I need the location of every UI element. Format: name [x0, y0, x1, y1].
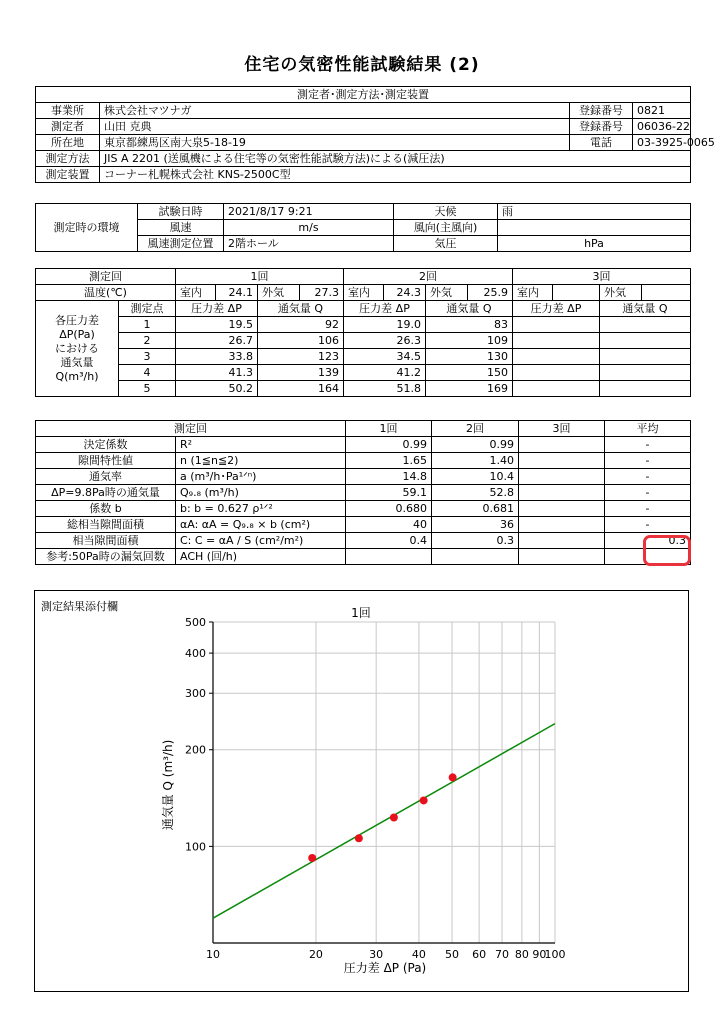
table-row	[36, 549, 691, 565]
results-avg-label: 平均	[605, 421, 691, 437]
device-value: コーナー札幌株式会社 KNS-2500C型	[100, 167, 691, 183]
result-name: 隙間特性値	[36, 453, 176, 469]
r1-in-label: 室内	[176, 285, 216, 301]
r3-out-label: 外気	[600, 285, 642, 301]
meas-round-3: 3回	[513, 269, 691, 285]
measurement-table	[35, 268, 691, 397]
table-row	[36, 453, 691, 469]
pressure-label: 気圧	[394, 236, 498, 252]
result-v1: 14.8	[346, 469, 432, 485]
table-row	[36, 517, 691, 533]
weather-value: 雨	[498, 204, 691, 220]
r3-in-label: 室内	[513, 285, 553, 301]
r3-q	[600, 381, 691, 397]
result-v3	[519, 485, 605, 501]
r3-q	[600, 349, 691, 365]
person-label: 測定者	[36, 119, 100, 135]
result-symbol: n (1≦n≦2)	[176, 453, 346, 469]
y-tick-label: 200	[185, 743, 206, 757]
result-v1: 0.4	[346, 533, 432, 549]
result-v1	[346, 549, 432, 565]
r3-dp	[513, 381, 600, 397]
r3-q	[600, 317, 691, 333]
table-row	[36, 317, 691, 333]
result-name: 決定係数	[36, 437, 176, 453]
table-row	[36, 437, 691, 453]
table-row	[36, 349, 691, 365]
y-tick-label: 100	[185, 840, 206, 854]
table-row	[36, 501, 691, 517]
r1-out-value: 27.3	[300, 285, 344, 301]
x-tick-label: 60	[472, 948, 487, 961]
side-label-line: Q(m³/h)	[55, 369, 99, 383]
result-name: 通気率	[36, 469, 176, 485]
wind-label: 風速	[138, 220, 224, 236]
weather-label: 天候	[394, 204, 498, 220]
y-axis-label: 通気量 Q (m³/h)	[161, 739, 175, 831]
r1-dp-header: 圧力差 ΔP	[176, 301, 258, 317]
r1-q-header: 通気量 Q	[258, 301, 344, 317]
attachment-box	[34, 590, 689, 992]
result-v1: 0.99	[346, 437, 432, 453]
result-symbol: b: b = 0.627 ρ¹ᐟ²	[176, 501, 346, 517]
result-symbol: R²	[176, 437, 346, 453]
results-round-label: 測定回	[36, 421, 346, 437]
result-name: 総相当隙間面積	[36, 517, 176, 533]
r1-dp: 33.8	[176, 349, 258, 365]
result-name: 係数 b	[36, 501, 176, 517]
r1-q: 139	[258, 365, 344, 381]
r3-q	[600, 365, 691, 381]
side-label-line: 各圧力差	[55, 313, 99, 327]
r3-dp	[513, 349, 600, 365]
addr-value: 東京都練馬区南大泉5-18-19	[100, 135, 570, 151]
windpos-value: 2階ホール	[224, 236, 394, 252]
side-label-line: 通気量	[60, 355, 94, 369]
r2-dp: 41.2	[344, 365, 426, 381]
r2-q: 130	[426, 349, 513, 365]
winddir-label: 風向(主風向)	[394, 220, 498, 236]
result-avg: -	[605, 437, 691, 453]
x-tick-label: 80	[514, 948, 529, 961]
r2-q-header: 通気量 Q	[426, 301, 513, 317]
x-axis-label: 圧力差 ΔP (Pa)	[343, 961, 427, 975]
result-avg: -	[605, 501, 691, 517]
r1-dp: 41.3	[176, 365, 258, 381]
results-round-1: 1回	[346, 421, 432, 437]
table-row	[36, 485, 691, 501]
info-table	[35, 86, 715, 183]
meas-round-label: 測定回	[36, 269, 176, 285]
result-v2: 10.4	[432, 469, 519, 485]
table-row	[36, 469, 691, 485]
r1-dp: 26.7	[176, 333, 258, 349]
result-name: ΔP=9.8Pa時の通気量	[36, 485, 176, 501]
result-v3	[519, 469, 605, 485]
r2-dp-header: 圧力差 ΔP	[344, 301, 426, 317]
r2-dp: 19.0	[344, 317, 426, 333]
result-avg: -	[605, 453, 691, 469]
info-header: 測定者･測定方法･測定装置	[36, 87, 691, 103]
r2-q: 83	[426, 317, 513, 333]
result-v2: 52.8	[432, 485, 519, 501]
x-tick-label: 30	[369, 948, 384, 961]
y-tick-label: 300	[185, 687, 206, 701]
temp-label: 温度(℃)	[36, 285, 176, 301]
x-tick-label: 90	[532, 948, 547, 961]
result-v3	[519, 501, 605, 517]
env-label: 測定時の環境	[36, 204, 138, 252]
r2-dp: 51.8	[344, 381, 426, 397]
tel-label: 電話	[570, 135, 633, 151]
method-label: 測定方法	[36, 151, 100, 167]
point-number: 2	[119, 333, 176, 349]
date-label: 試験日時	[138, 204, 224, 220]
r2-dp: 34.5	[344, 349, 426, 365]
x-tick-label: 100	[544, 948, 566, 961]
r2-q: 169	[426, 381, 513, 397]
result-name: 相当隙間面積	[36, 533, 176, 549]
result-v2: 0.99	[432, 437, 519, 453]
r2-in-label: 室内	[344, 285, 384, 301]
meas-round-2: 2回	[344, 269, 513, 285]
result-v1: 59.1	[346, 485, 432, 501]
table-row	[36, 381, 691, 397]
reg2-label: 登録番号	[570, 119, 633, 135]
point-number: 3	[119, 349, 176, 365]
result-v2: 36	[432, 517, 519, 533]
x-tick-label: 40	[411, 948, 426, 961]
result-v3	[519, 533, 605, 549]
result-v2: 0.3	[432, 533, 519, 549]
result-v3	[519, 549, 605, 565]
result-name: 参考:50Pa時の漏気回数	[36, 549, 176, 565]
office-value: 株式会社マツナガ	[100, 103, 570, 119]
r3-dp	[513, 365, 600, 381]
side-label-line: ΔP(Pa)	[59, 327, 95, 341]
result-v2	[432, 549, 519, 565]
side-label-line: における	[55, 341, 99, 355]
reg2-value: 06036-22	[633, 119, 691, 135]
result-avg: -	[605, 485, 691, 501]
r1-in-value: 24.1	[216, 285, 258, 301]
meas-side-label	[36, 301, 119, 397]
table-row	[36, 533, 691, 549]
result-symbol: Q₉.₈ (m³/h)	[176, 485, 346, 501]
r2-out-label: 外気	[426, 285, 468, 301]
r2-dp: 26.3	[344, 333, 426, 349]
device-label: 測定装置	[36, 167, 100, 183]
chart-title: 1回	[351, 606, 371, 620]
result-v3	[519, 453, 605, 469]
r3-in-value	[553, 285, 600, 301]
result-symbol: C: C = αA / S (cm²/m²)	[176, 533, 346, 549]
addr-label: 所在地	[36, 135, 100, 151]
x-tick-label: 50	[445, 948, 460, 961]
method-value: JIS A 2201 (送風機による住宅等の気密性能試験方法)による(減圧法)	[100, 151, 691, 167]
result-v2: 1.40	[432, 453, 519, 469]
r3-q-header: 通気量 Q	[600, 301, 691, 317]
result-v1: 1.65	[346, 453, 432, 469]
result-avg: -	[605, 517, 691, 533]
attachment-label: 測定結果添付欄	[41, 600, 118, 613]
windpos-label: 風速測定位置	[138, 236, 224, 252]
y-tick-label: 500	[185, 616, 206, 629]
office-label: 事業所	[36, 103, 100, 119]
r1-q: 123	[258, 349, 344, 365]
y-tick-label: 400	[185, 647, 206, 661]
point-number: 4	[119, 365, 176, 381]
r3-dp	[513, 333, 600, 349]
wind-unit: m/s	[224, 220, 394, 236]
results-table	[35, 420, 691, 565]
r2-q: 109	[426, 333, 513, 349]
point-number: 1	[119, 317, 176, 333]
results-round-2: 2回	[432, 421, 519, 437]
pressure-unit: hPa	[498, 236, 691, 252]
result-v3	[519, 517, 605, 533]
r1-out-label: 外気	[258, 285, 300, 301]
r1-dp: 19.5	[176, 317, 258, 333]
result-v2: 0.681	[432, 501, 519, 517]
result-v1: 0.680	[346, 501, 432, 517]
r1-dp: 50.2	[176, 381, 258, 397]
result-symbol: ACH (回/h)	[176, 549, 346, 565]
meas-round-1: 1回	[176, 269, 344, 285]
point-label: 測定点	[119, 301, 176, 317]
reg1-value: 0821	[633, 103, 691, 119]
person-value: 山田 克典	[100, 119, 570, 135]
r1-q: 106	[258, 333, 344, 349]
date-value: 2021/8/17 9:21	[224, 204, 394, 220]
table-row	[36, 365, 691, 381]
x-tick-label: 70	[495, 948, 510, 961]
reg1-label: 登録番号	[570, 103, 633, 119]
result-v3	[519, 437, 605, 453]
x-tick-label: 10	[206, 948, 220, 961]
result-avg: 0.3	[605, 533, 691, 549]
winddir-value	[498, 220, 691, 236]
highlight-annotation	[643, 535, 691, 566]
r1-q: 92	[258, 317, 344, 333]
r3-q	[600, 333, 691, 349]
r2-in-value: 24.3	[384, 285, 426, 301]
tel-value: 03-3925-0065	[633, 135, 691, 151]
r3-dp	[513, 317, 600, 333]
r1-q: 164	[258, 381, 344, 397]
results-round-3: 3回	[519, 421, 605, 437]
result-v1: 40	[346, 517, 432, 533]
point-number: 5	[119, 381, 176, 397]
result-avg: -	[605, 469, 691, 485]
result-symbol: a (m³/h･Pa¹ᐟⁿ)	[176, 469, 346, 485]
r2-q: 150	[426, 365, 513, 381]
r3-dp-header: 圧力差 ΔP	[513, 301, 600, 317]
table-row	[36, 333, 691, 349]
page-title: 住宅の気密性能試験結果 (2)	[244, 55, 480, 75]
result-symbol: αA: αA = Q₉.₈ × b (cm²)	[176, 517, 346, 533]
r2-out-value: 25.9	[468, 285, 513, 301]
x-tick-label: 20	[308, 948, 323, 961]
r3-out-value	[642, 285, 691, 301]
env-table	[35, 203, 691, 252]
